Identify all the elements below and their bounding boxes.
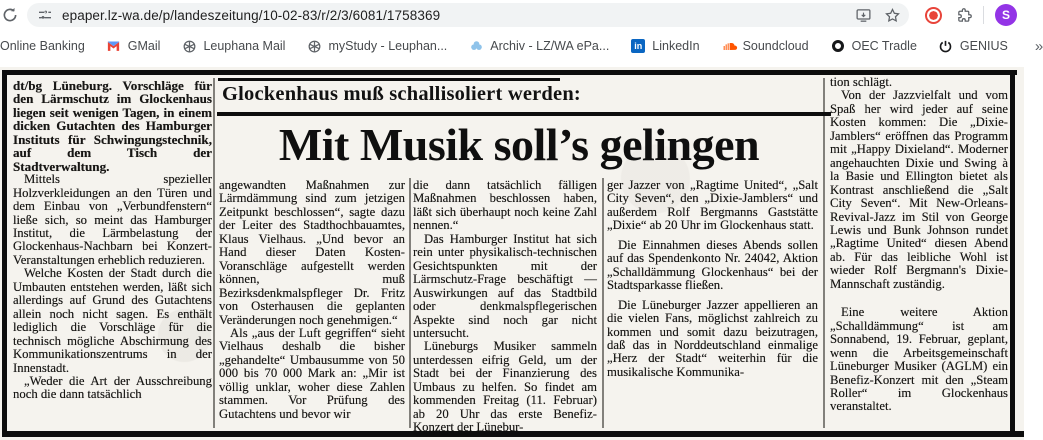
kicker-overline — [218, 78, 560, 81]
bookmarks-bar — [0, 30, 1043, 62]
article-paragraph: tion schlägt. — [830, 75, 893, 89]
article-paragraph: Lüneburgs Musiker sammeln unterdessen eifrig Geld, um der Stadt bei der Finanzierung des Umbaus zu helfen. So findet am kommenden Freitag (11. Februar) ab 20 Uhr das erste Benefiz-Konzert der Lünebur- — [413, 339, 597, 435]
bookmark-linkedin[interactable] — [630, 38, 699, 54]
bookmark-leuphana-mail[interactable] — [181, 38, 285, 54]
column-rule — [602, 178, 604, 428]
article-paragraph: Als „aus der Luft gegriffen“ sieht Vielhaus deshalb die bisher „gehandelte“ Umbausumme von 50 000 bis 70 000 Mark an: „Mir ist völlig unklar, woher diese Zahlen stammen. Vor Prüfung des Gutachtens und bevor wir — [219, 325, 405, 421]
bookmark-label: myStudy - Leuphan... — [328, 39, 448, 53]
article-headline: Mit Musik soll’s gelingen — [278, 119, 760, 170]
article-paragraph: die dann tatsächlich fälligen Maßnahmen beschlossen haben, läßt sich überhaupt noch keine Zahl nennen.“ — [413, 178, 597, 233]
article-paragraph: „Weder die Art der Ausschreibung noch die dann tatsächlich — [13, 373, 212, 402]
article-column-3 — [413, 178, 597, 435]
article-paragraph: Die Einnahmen dieses Abends sollen auf das Spendenkonto Nr. 24042, Aktion „Schalldämmung Glockenhaus“ bei der Stadtsparkasse fließen. — [607, 237, 818, 293]
bookmark-label: Archiv - LZ/WA ePa... — [490, 39, 610, 53]
column-rule — [213, 78, 215, 428]
bookmark-mystudy[interactable] — [306, 38, 447, 54]
bookmark-label: Leuphana Mail — [203, 39, 286, 53]
article-paragraph: Welche Kosten der Stadt durch die Umbauten entstehen werden, läßt sich allerdings auf Grund des Gutachtens allein noch nicht sagen. Es enthält lediglich die Vorschläge für die technisch mögliche Abschirmung des Kommunikationszentrums in der Innenstadt. — [13, 266, 212, 375]
bookmark-oec-tradle[interactable] — [830, 38, 917, 54]
bookmark-label: Soundcloud — [742, 39, 809, 53]
record-extension-icon[interactable] — [925, 7, 942, 24]
bookmark-label: LinkedIn — [652, 39, 700, 53]
bookmark-label: GMail — [127, 39, 161, 53]
column-rule — [409, 178, 411, 428]
bookmark-label: GENIUS — [959, 39, 1008, 53]
epaper-viewport — [0, 62, 1024, 440]
bookmark-online-banking[interactable] — [0, 39, 85, 53]
article-column-2 — [219, 179, 405, 431]
frame-left-rule — [2, 70, 7, 437]
toolbar-divider — [983, 6, 984, 24]
bookmark-star-icon[interactable] — [884, 7, 901, 24]
article-column-5 — [830, 76, 1008, 431]
article-paragraph: Von der Jazzvielfalt und vom Spaß her wird jeder auf seine Kosten kommen: Die „Dixie-Jamblers“ eröffnen das Programm mit „Happy Dixieland“. Moderner angehauchten Dixie und Swing à la Basie und Ellington bietet als Kontrast anschließend die „Salt City Seven“. Mit New-Orleans-Revival-Jazz im Stil von George Lewis und Bunk Johnson rundet „Ragtime United“ diesen Abend ab. Für das leibliche Wohl ist wieder Rolf Bergmann's Dixie-Mannschaft zuständig. — [830, 88, 1008, 291]
flower-icon — [181, 38, 197, 54]
extensions-puzzle-icon[interactable] — [956, 7, 973, 24]
install-icon[interactable] — [855, 7, 872, 24]
article-paragraph: Mittels spezieller Holzverkleidungen an den Türen und dem Einbau von „Verbundfenstern“ ließe sich, so meint das Hamburger Institut, die Lärmbelastung der Glockenhaus-Nachbarn bei Konzert-Veranstaltungen erheblich reduzieren. — [13, 172, 212, 267]
gmail-icon — [106, 38, 122, 54]
bookmark-label: OEC Tradle — [851, 39, 917, 53]
article-paragraph: dt/bg Lüneburg. Vorschläge für den Lärmschutz im Glockenhaus liegen seit wenigen Tagen, in einem dicken Gutachten des Hamburger Instituts für Schwingungstechnik, auf dem Tisch der Stadtverwaltung. — [13, 78, 212, 174]
article-paragraph: Das Hamburger Institut hat sich rein unter physikalisch-technischen Gesichtspunkten mit der Lärmschutz-Frage beschäftigt — Auswirkungen auf das Stadtbild oder denkmalspflegerischen Aspekte sind noch gar nicht untersucht. — [413, 231, 597, 340]
article-kicker: Glockenhaus muß schallisoliert werden: — [222, 83, 581, 105]
flower-icon — [306, 38, 322, 54]
article-column-4 — [607, 179, 818, 431]
bookmark-genius[interactable] — [938, 38, 1008, 54]
bookmark-label: Online Banking — [0, 39, 85, 53]
frame-right-rule — [1010, 70, 1015, 437]
site-settings-icon[interactable] — [37, 7, 53, 23]
soundcloud-icon — [721, 38, 737, 54]
article-paragraph: angewandten Maßnahmen zur Lärmdämmung sind zum jetzigen Zeitpunkt beschlossen“, sagte dazu der Leiter des Stadthochbauamtes, Klaus Vielhaus. „Und bevor an Hand dieser Daten Kosten-Voranschläge aufgestellt werden können, muß Bezirksdenkmalspfleger Dr. Fritz von Osterhausen die geplanten Veränderungen noch genehmigen.“ — [219, 178, 405, 327]
bookmark-soundcloud[interactable] — [721, 38, 809, 54]
ring-icon — [830, 38, 846, 54]
article-paragraph: Eine weitere Aktion „Schalldämmung“ ist am Sonnabend, 19. Februar, geplant, wenn die Arbeitsgemeinschaft Lüneburger Musiker (AGLM) ein Benefiz-Konzert mit den „Steam Roller“ im Glockenhaus veranstaltet. — [830, 305, 1008, 414]
column-rule — [823, 78, 825, 428]
browser-toolbar — [0, 0, 1024, 30]
article-paragraph: ger Jazzer von „Ragtime United“, „Salt City Seven“, den „Dixie-Jamblers“ und außerdem Rolf Bergmanns Gaststätte „Dixie“ ab 20 Uhr im Glockenhaus statt. — [607, 178, 818, 233]
article-paragraph: Die Lüneburger Jazzer appellieren an die vielen Fans, möglichst zahlreich zu kommen und somit dazu beizutragen, daß das in Norddeutschland einmalige „Herz der Stadt“ weiterhin für die musikalische Kommunika- — [607, 297, 818, 379]
bookmark-archiv-lzwa[interactable] — [468, 38, 609, 54]
genius-icon — [938, 38, 954, 54]
kicker-underline — [217, 112, 831, 116]
article-column-1 — [13, 79, 212, 431]
bookmarks-overflow-button[interactable]: » — [1034, 37, 1043, 55]
address-bar[interactable] — [27, 3, 909, 27]
profile-avatar[interactable]: S — [995, 4, 1017, 26]
url-text[interactable]: epaper.lz-wa.de/p/landeszeitung/10-02-83/r/2/3/6081/1758369 — [62, 7, 441, 23]
bookmark-gmail[interactable] — [106, 38, 161, 54]
reload-button[interactable] — [1, 6, 19, 24]
archive-icon — [468, 38, 484, 54]
linkedin-icon: in — [630, 38, 646, 54]
